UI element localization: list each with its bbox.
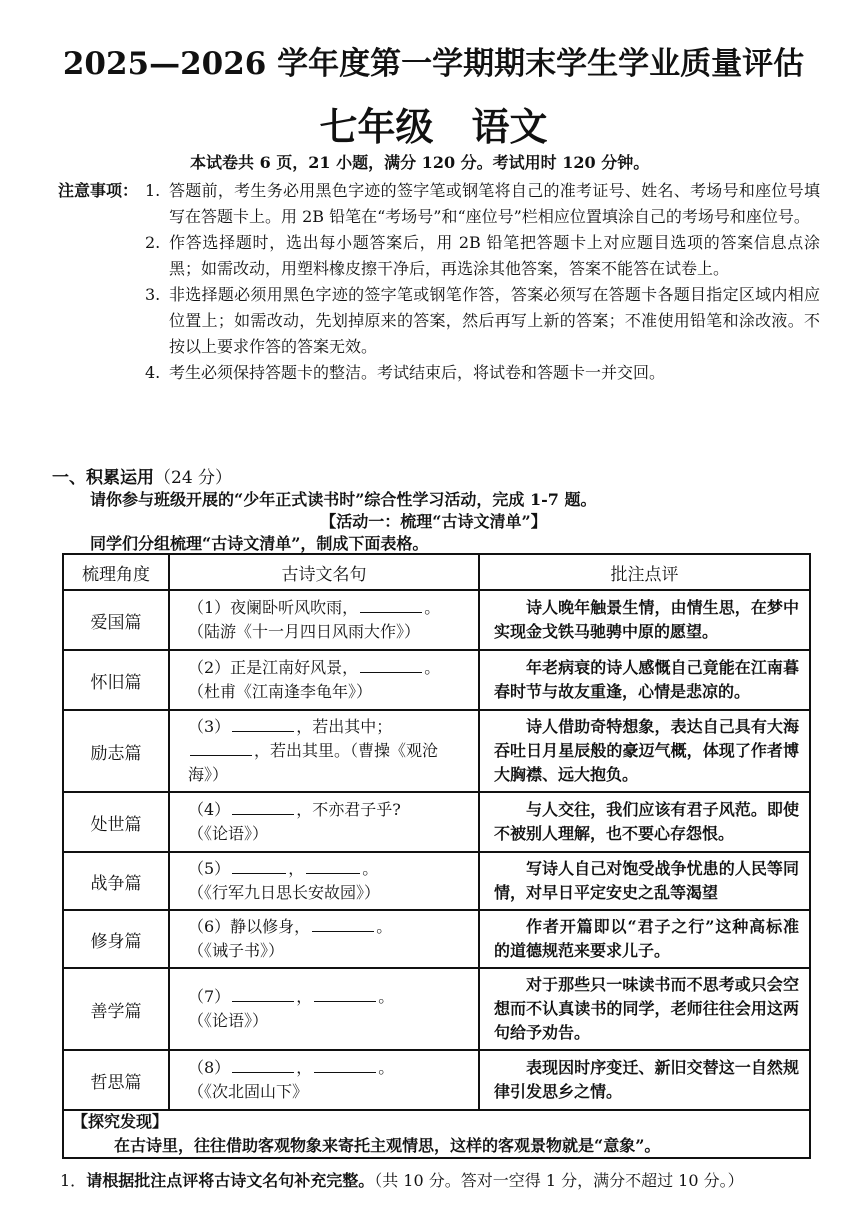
row-quote [169, 852, 479, 910]
quote-source: （杜甫《江南逢李龟年》） [188, 682, 373, 701]
poem-table [62, 553, 811, 1111]
table-intro: 同学们分组梳理“古诗文清单”，制成下面表格。 [90, 534, 429, 553]
table-row [63, 792, 810, 852]
notice-item [145, 360, 820, 386]
answer-blank[interactable] [312, 930, 374, 932]
quote-text: （5） [188, 859, 231, 878]
notice-num: 1. [145, 181, 161, 200]
quote-text: ， [296, 987, 313, 1006]
table-row [63, 852, 810, 910]
quote-text: （1）夜阑卧听风吹雨， [188, 598, 359, 617]
row-note: 表现因时序变迁、新旧交替这一自然规律引发思乡之情。 [479, 1050, 810, 1110]
quote-text: ， [288, 859, 305, 878]
quote-source: （《行军九日思长安故园》） [188, 883, 381, 902]
row-category: 爱国篇 [63, 590, 169, 650]
exam-title: 2025—2026 学年度第一学期期末学生学业质量评估 [62, 46, 805, 82]
quote-text: （7） [188, 987, 231, 1006]
question-score: （共 10 分。答对一空得 1 分，满分不超过 10 分。） [374, 1171, 744, 1190]
answer-blank[interactable] [232, 1071, 294, 1073]
row-note: 诗人借助奇特想象，表达自己具有大海吞吐日月星辰般的豪迈气概，体现了作者博大胸襟、远大抱负。 [479, 710, 810, 792]
explore-box [62, 1105, 811, 1159]
table-row [63, 1050, 810, 1110]
section-heading [52, 463, 232, 488]
notice-text: 答题前，考生务必用黑色字迹的签字笔或钢笔将自己的准考证号、姓名、考场号和座位号填写在答题卡上。用 2B 铅笔在“考场号”和“座位号”栏相应位置填涂自己的考场号和座位号。 [169, 181, 820, 226]
answer-blank[interactable] [232, 813, 294, 815]
quote-text: 。 [378, 987, 395, 1006]
notice-item [145, 282, 820, 360]
row-note: 写诗人自己对饱受战争忧患的人民等同情，对早日平定安史之乱等渴望 [479, 852, 810, 910]
section-score: （24 分） [154, 468, 233, 488]
row-quote [169, 590, 479, 650]
table-header-row [63, 554, 810, 590]
answer-blank[interactable] [232, 872, 286, 874]
header-quote: 古诗文名句 [169, 554, 479, 590]
quote-text: 。 [424, 658, 441, 677]
activity-title: 【活动一：梳理“古诗文清单”】 [320, 512, 547, 531]
quote-source: （陆游《十一月四日风雨大作》） [188, 622, 421, 641]
row-quote [169, 968, 479, 1050]
answer-blank[interactable] [190, 754, 252, 756]
row-category: 处世篇 [63, 792, 169, 852]
question-text: 请根据批注点评将古诗文名句补充完整。 [86, 1171, 375, 1190]
row-category: 哲思篇 [63, 1050, 169, 1110]
notice-list [145, 178, 820, 386]
quote-text: 。 [378, 1058, 395, 1077]
notice-item [145, 178, 820, 230]
answer-blank[interactable] [314, 1000, 376, 1002]
quote-text: ，若出其中； [296, 717, 393, 736]
table-row [63, 650, 810, 710]
quote-text: ，若出其里。（曹操《观沧海》） [188, 741, 439, 784]
quote-source: （《论语》） [188, 824, 269, 843]
notice-num: 4. [145, 363, 161, 382]
section-title: 积累运用 [86, 468, 154, 488]
row-note: 对于那些只一味读书而不思考或只会空想而不认真读书的同学，老师往往会用这两句给予劝告。 [479, 968, 810, 1050]
row-note: 年老病衰的诗人感慨自己竟能在江南暮春时节与故友重逢，心情是悲凉的。 [479, 650, 810, 710]
quote-text: ， [296, 1058, 313, 1077]
answer-blank[interactable] [232, 1000, 294, 1002]
exam-info: 本试卷共 6 页，21 小题，满分 120 分。考试用时 120 分钟。 [190, 153, 650, 172]
answer-blank[interactable] [360, 671, 422, 673]
quote-text: （8） [188, 1058, 231, 1077]
table-row [63, 710, 810, 792]
notice-num: 2. [145, 233, 161, 252]
quote-text: 。 [376, 917, 393, 936]
row-note: 作者开篇即以“君子之行”这种高标准的道德规范来要求儿子。 [479, 910, 810, 968]
row-quote [169, 710, 479, 792]
subject-title: 七年级 语文 [319, 104, 548, 149]
table-row [63, 968, 810, 1050]
row-category: 怀旧篇 [63, 650, 169, 710]
row-category: 战争篇 [63, 852, 169, 910]
notice-num: 3. [145, 285, 161, 304]
quote-text: （3） [188, 717, 231, 736]
row-quote [169, 1050, 479, 1110]
answer-blank[interactable] [360, 611, 422, 613]
quote-source: （《次北固山下》 [188, 1082, 309, 1101]
header-category: 梳理角度 [63, 554, 169, 590]
quote-source: （《诫子书》） [188, 941, 285, 960]
quote-text: （4） [188, 800, 231, 819]
question-number: 1． [60, 1171, 87, 1190]
answer-blank[interactable] [314, 1071, 376, 1073]
explore-text: 在古诗里，往往借助客观物象来寄托主观情思，这样的客观景物就是“意象”。 [114, 1136, 661, 1155]
notice-text: 作答选择题时，选出每小题答案后，用 2B 铅笔把答题卡上对应题目选项的答案信息点涂黑；如需改动，用塑料橡皮擦干净后，再选涂其他答案，答案不能答在试卷上。 [169, 233, 820, 278]
row-category: 修身篇 [63, 910, 169, 968]
header-note: 批注点评 [479, 554, 810, 590]
quote-text: （6）静以修身， [188, 917, 311, 936]
section-number: 一、 [52, 468, 86, 488]
table-row [63, 910, 810, 968]
row-category: 励志篇 [63, 710, 169, 792]
quote-text: 。 [424, 598, 441, 617]
table-row [63, 590, 810, 650]
row-quote [169, 792, 479, 852]
row-quote [169, 650, 479, 710]
question-1 [60, 1168, 744, 1191]
section-intro: 请你参与班级开展的“少年正式读书时”综合性学习活动，完成 1-7 题。 [90, 490, 597, 509]
notice-item [145, 230, 820, 282]
notice-text: 非选择题必须用黑色字迹的签字笔或钢笔作答，答案必须写在答题卡各题目指定区域内相应位置上；如需改动，先划掉原来的答案，然后再写上新的答案；不准使用铅笔和涂改液。不按以上要求作答的答案无效。 [169, 285, 820, 356]
row-quote [169, 910, 479, 968]
quote-source: （《论语》） [188, 1011, 269, 1030]
quote-text: （2）正是江南好风景， [188, 658, 359, 677]
notice-label: 注意事项： [58, 181, 139, 200]
explore-title: 【探究发现】 [72, 1112, 169, 1131]
notice-text: 考生必须保持答题卡的整洁。考试结束后，将试卷和答题卡一并交回。 [169, 363, 666, 382]
answer-blank[interactable] [232, 730, 294, 732]
quote-text: 。 [362, 859, 379, 878]
row-category: 善学篇 [63, 968, 169, 1050]
quote-text: ，不亦君子乎? [296, 800, 401, 819]
answer-blank[interactable] [306, 872, 360, 874]
row-note: 与人交往，我们应该有君子风范。即使不被别人理解，也不要心存怨恨。 [479, 792, 810, 852]
row-note: 诗人晚年触景生情，由情生思，在梦中实现金戈铁马驰骋中原的愿望。 [479, 590, 810, 650]
